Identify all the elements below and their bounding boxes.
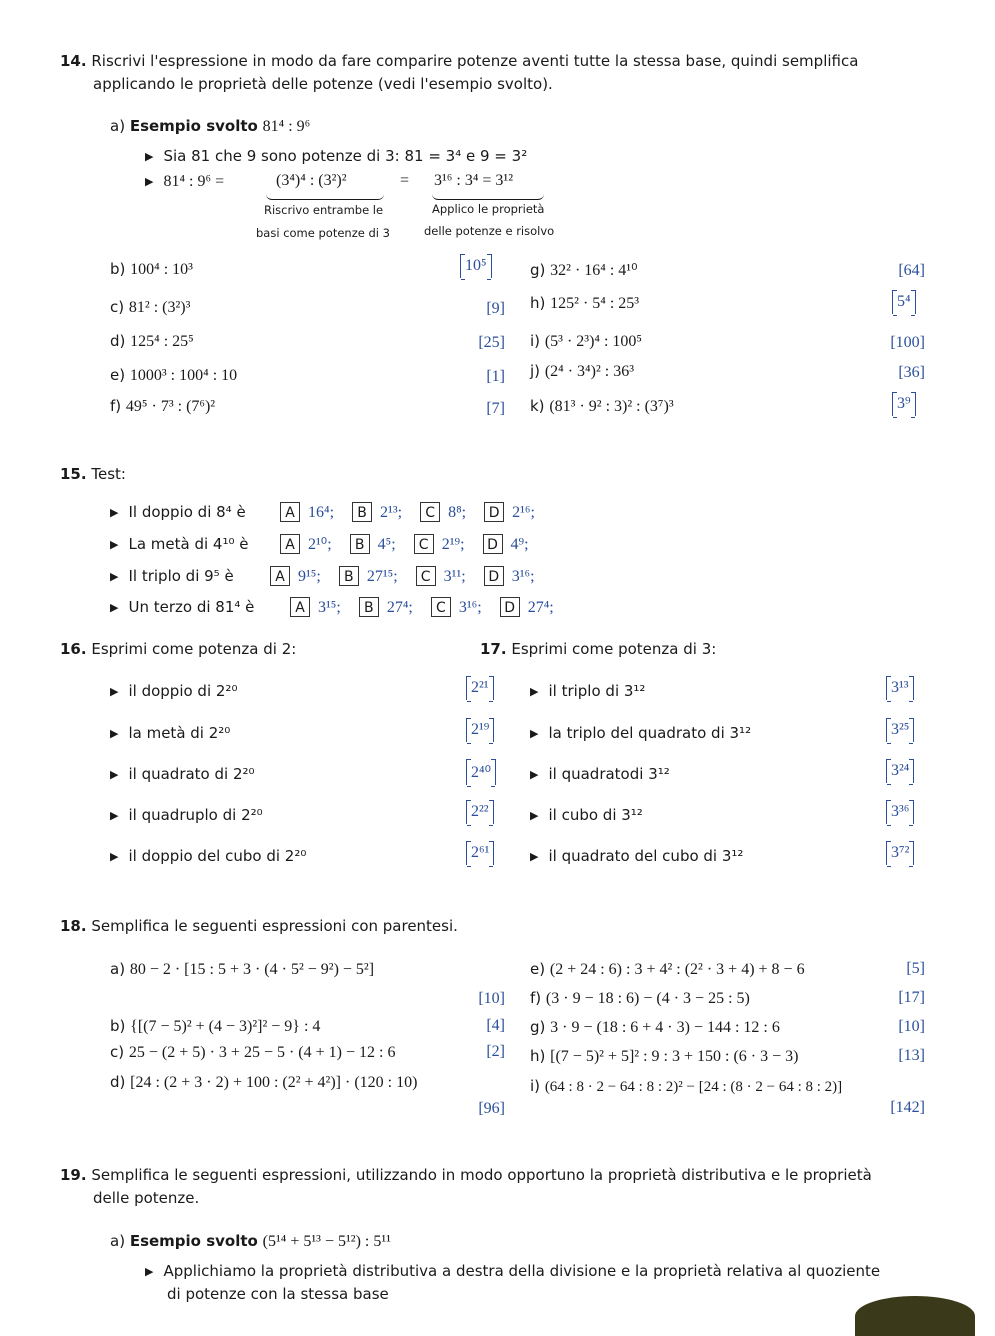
ex19-bullet-line1: ▶ Applichiamo la proprietà distributiva a destra della divisione e la proprietà relativa al quoziente — [145, 1262, 880, 1280]
item-expr: [(7 − 5)² + 5]² : 9 : 3 + 150 : (6 · 3 − 3) — [550, 1048, 799, 1065]
option-value: 2¹⁶; — [512, 504, 535, 521]
ex18-number: 18. — [60, 917, 87, 935]
item-answer: 3³⁶ — [886, 800, 914, 824]
item-expr: {[(7 − 5)² + (4 − 3)²]² − 9} : 4 — [130, 1018, 321, 1035]
option-d-checkbox[interactable]: D — [484, 502, 504, 522]
item-answer: 10⁵ — [460, 254, 492, 278]
ex17-title: Esprimi come potenza di 3: — [511, 640, 717, 658]
list-item: ▶ il doppio del cubo di 2²⁰ — [110, 847, 306, 865]
option-a-checkbox[interactable]: A — [280, 502, 300, 522]
ex16-title: Esprimi come potenza di 2: — [91, 640, 297, 658]
list-item — [110, 260, 193, 279]
test-row — [110, 534, 547, 554]
item-answer: 3²⁴ — [886, 759, 914, 783]
ex14-note-left-2: basi come potenze di 3 — [256, 226, 390, 240]
item-answer: [5] — [906, 960, 925, 977]
item-label: h) — [530, 1047, 546, 1065]
item-expr: (2⁴ · 3⁴)² : 36³ — [544, 363, 634, 380]
ex19-header — [60, 1166, 872, 1184]
item-answer: 3⁹ — [892, 392, 916, 416]
item-answer: [100] — [890, 334, 925, 351]
list-item: ▶ la metà di 2²⁰ — [110, 724, 230, 742]
item-answer: [64] — [898, 262, 925, 279]
list-item — [530, 1018, 780, 1037]
item-expr: 32² · 16⁴ : 4¹⁰ — [550, 262, 638, 279]
ex14-a-title: Esempio svolto — [129, 117, 258, 135]
underbrace-right — [432, 193, 544, 200]
ex15-number: 15. — [60, 465, 87, 483]
list-item — [110, 1073, 417, 1092]
option-d-checkbox[interactable]: D — [500, 597, 520, 617]
list-item — [530, 1047, 798, 1066]
item-answer: [1] — [486, 368, 505, 385]
answer-bracket — [466, 800, 494, 824]
option-d-checkbox[interactable]: D — [484, 566, 504, 586]
item-label: h) — [530, 294, 546, 312]
ex19-number: 19. — [60, 1166, 87, 1184]
item-answer: [10] — [898, 1018, 925, 1035]
item-label: e) — [530, 960, 546, 978]
option-value: 3¹⁶; — [511, 568, 535, 585]
ex14-number: 14. — [60, 52, 87, 70]
list-item: ▶ il cubo di 3¹² — [530, 806, 643, 824]
ex19-a-label: a) — [110, 1232, 126, 1250]
ex19-a-title: Esempio svolto — [129, 1232, 258, 1250]
ex19-bullet-line2: di potenze con la stessa base — [167, 1285, 389, 1303]
list-item — [530, 332, 642, 351]
option-c-checkbox[interactable]: C — [431, 597, 451, 617]
item-label: g) — [530, 261, 546, 279]
ex19-a-heading — [110, 1232, 391, 1251]
ex14-bullet1: ▶ Sia 81 che 9 sono potenze di 3: 81 = 3⁴ e 9 = 3² — [145, 147, 527, 165]
list-item: ▶ la triplo del quadrato di 3¹² — [530, 724, 751, 742]
ex19-text-line1: Semplifica le seguenti espressioni, utilizzando in modo opportuno la proprietà distributiva e le proprietà — [91, 1166, 872, 1184]
option-c-checkbox[interactable]: C — [414, 534, 434, 554]
answer-bracket — [466, 759, 496, 785]
ex17-number: 17. — [480, 640, 507, 658]
test-row — [110, 502, 553, 522]
list-item — [110, 1017, 320, 1036]
item-expr: (81³ · 9² : 3)² : (3⁷)³ — [549, 398, 674, 415]
item-expr: [24 : (2 + 3 · 2) + 100 : (2² + 4²)] · (120 : 10) — [130, 1074, 418, 1091]
item-label: i) — [530, 332, 541, 350]
item-label: k) — [530, 397, 545, 415]
ex14-bullet2-eq: = — [400, 172, 410, 189]
item-expr: (5³ · 2³)⁴ : 100⁵ — [544, 333, 642, 350]
item-answer: [17] — [898, 989, 925, 1006]
answer-bracket — [886, 800, 914, 824]
answer-bracket — [892, 290, 916, 314]
test-question: ▶ Il doppio di 8⁴ è — [110, 503, 280, 521]
answer-bracket — [466, 718, 494, 742]
item-answer: 2⁶¹ — [466, 841, 494, 865]
item-expr: 1000³ : 100⁴ : 10 — [129, 367, 238, 384]
ex14-note-left-1: Riscrivo entrambe le — [264, 203, 384, 217]
test-question: ▶ La metà di 4¹⁰ è — [110, 535, 280, 553]
list-item — [110, 960, 374, 979]
option-value: 3¹¹; — [443, 568, 466, 585]
option-b-checkbox[interactable]: B — [339, 566, 359, 586]
item-answer: 5⁴ — [892, 290, 916, 314]
option-value: 4⁵; — [377, 536, 396, 553]
item-answer: 2¹⁹ — [466, 718, 494, 742]
item-answer: [142] — [890, 1099, 925, 1116]
option-b-checkbox[interactable]: B — [350, 534, 370, 554]
item-answer: 3²⁵ — [886, 718, 914, 742]
list-item — [530, 294, 639, 313]
test-question: ▶ Un terzo di 81⁴ è — [110, 598, 290, 616]
item-answer: [2] — [486, 1043, 505, 1060]
answer-bracket — [886, 759, 914, 783]
item-answer: 3⁷² — [886, 841, 914, 865]
option-c-checkbox[interactable]: C — [420, 502, 440, 522]
ex16-header — [60, 640, 296, 658]
ex19-text-line2: delle potenze. — [93, 1189, 200, 1207]
item-answer: [13] — [898, 1047, 925, 1064]
ex14-text-line2: applicando le proprietà delle potenze (vedi l'esempio svolto). — [93, 75, 553, 93]
ex14-header — [60, 52, 858, 70]
item-answer: [4] — [486, 1017, 505, 1034]
answer-bracket — [886, 718, 914, 742]
item-label: d) — [110, 332, 126, 350]
option-value: 27⁴; — [386, 599, 413, 616]
item-answer: [7] — [486, 400, 505, 417]
list-item: ▶ il triplo di 3¹² — [530, 682, 645, 700]
option-value: 2¹³; — [380, 504, 403, 521]
ex15-header — [60, 465, 126, 483]
ex17-header — [480, 640, 716, 658]
item-label: d) — [110, 1073, 126, 1091]
ex14-a-label: a) — [110, 117, 126, 135]
option-a-checkbox[interactable]: A — [280, 534, 300, 554]
item-label: c) — [110, 298, 125, 316]
option-b-checkbox[interactable]: B — [352, 502, 372, 522]
ex14-a-expr: 81⁴ : 9⁶ — [262, 118, 311, 135]
option-value: 4⁹; — [510, 536, 529, 553]
item-label: b) — [110, 260, 126, 278]
item-label: b) — [110, 1017, 126, 1035]
answer-bracket — [886, 676, 914, 700]
option-value: 8⁸; — [448, 504, 467, 521]
list-item — [110, 366, 237, 385]
option-value: 2¹⁹; — [441, 536, 465, 553]
item-label: c) — [110, 1043, 125, 1061]
item-label: i) — [530, 1077, 541, 1095]
item-answer: [10] — [478, 990, 505, 1007]
list-item — [110, 298, 190, 317]
underbrace-left — [266, 193, 384, 200]
list-item: ▶ il quadrato del cubo di 3¹² — [530, 847, 743, 865]
ex14-note-right-1: Applico le proprietà — [432, 202, 545, 216]
ex14-note-right-2: delle potenze e risolvo — [424, 224, 555, 238]
ex14-a-heading — [110, 117, 310, 136]
item-answer: [9] — [486, 300, 505, 317]
list-item — [530, 260, 638, 280]
list-item — [110, 1043, 395, 1062]
option-a-checkbox[interactable]: A — [270, 566, 290, 586]
item-expr: 125² · 5⁴ : 25³ — [550, 295, 640, 312]
ex14-text-line1: Riscrivi l'espressione in modo da fare comparire potenze aventi tutte la stessa base, quindi semplifica — [91, 52, 859, 70]
answer-bracket — [466, 676, 494, 700]
item-expr: 3 · 9 − (18 : 6 + 4 · 3) − 144 : 12 : 6 — [550, 1019, 780, 1036]
list-item: ▶ il quadratodi 3¹² — [530, 765, 670, 783]
list-item — [530, 989, 750, 1008]
item-answer: [36] — [898, 364, 925, 381]
page-corner-decoration — [855, 1296, 975, 1336]
option-value: 27¹⁵; — [366, 568, 398, 585]
item-label: f) — [110, 397, 122, 415]
list-item: ▶ il quadrato di 2²⁰ — [110, 765, 255, 783]
item-answer: 3¹³ — [886, 676, 914, 700]
option-value: 9¹⁵; — [298, 568, 321, 585]
list-item: ▶ il quadruplo di 2²⁰ — [110, 806, 263, 824]
ex18-header — [60, 917, 458, 935]
item-answer: 2⁴⁰ — [466, 759, 496, 785]
option-value: 16⁴; — [308, 504, 335, 521]
ex18-title: Semplifica le seguenti espressioni con parentesi. — [91, 917, 458, 935]
item-label: e) — [110, 366, 126, 384]
test-row — [110, 566, 553, 586]
list-item — [530, 960, 805, 979]
list-item — [530, 1077, 842, 1096]
item-expr: (2 + 24 : 6) : 3 + 4² : (2² · 3 + 4) + 8 − 6 — [549, 961, 805, 978]
list-item — [110, 332, 194, 351]
item-expr: (3 · 9 − 18 : 6) − (4 · 3 − 25 : 5) — [545, 990, 750, 1007]
option-b-checkbox[interactable]: B — [359, 597, 379, 617]
item-expr: 100⁴ : 10³ — [130, 261, 193, 278]
option-value: 3¹⁵; — [318, 599, 341, 616]
answer-bracket — [460, 254, 492, 278]
item-label: f) — [530, 989, 542, 1007]
item-label: a) — [110, 960, 126, 978]
ex14-bullet2-left: ▶ 81⁴ : 9⁶ = — [145, 173, 224, 191]
answer-bracket — [466, 841, 494, 865]
ex14-bullet2-mid: (3⁴)⁴ : (3²)² — [276, 172, 347, 189]
answer-bracket — [892, 392, 916, 416]
item-answer: [96] — [478, 1100, 505, 1117]
item-expr: 49⁵ · 7³ : (7⁶)² — [125, 398, 216, 415]
item-label: j) — [530, 362, 541, 380]
ex15-title: Test: — [91, 465, 126, 483]
list-item — [530, 362, 634, 381]
list-item: ▶ il doppio di 2²⁰ — [110, 682, 237, 700]
option-d-checkbox[interactable]: D — [483, 534, 503, 554]
option-value: 27⁴; — [527, 599, 554, 616]
ex16-number: 16. — [60, 640, 87, 658]
item-answer: 2²² — [466, 800, 494, 824]
answer-bracket — [886, 841, 914, 865]
option-value: 2¹⁰; — [308, 536, 332, 553]
item-label: g) — [530, 1018, 546, 1036]
test-row — [110, 597, 572, 617]
list-item — [530, 397, 674, 416]
item-expr: 81² : (3²)³ — [128, 299, 191, 316]
ex19-a-expr: (5¹⁴ + 5¹³ − 5¹²) : 5¹¹ — [262, 1233, 391, 1250]
item-answer: [25] — [478, 334, 505, 351]
item-expr: 80 − 2 · [15 : 5 + 3 · (4 · 5² − 9²) − 5²] — [129, 961, 375, 978]
option-a-checkbox[interactable]: A — [290, 597, 310, 617]
item-expr: 125⁴ : 25⁵ — [130, 333, 194, 350]
list-item — [110, 397, 215, 416]
item-answer: 2²¹ — [466, 676, 494, 700]
item-expr: (64 : 8 · 2 − 64 : 8 : 2)² − [24 : (8 · 2 − 64 : 8 : 2)] — [544, 1079, 843, 1095]
ex14-bullet2-right: 3¹⁶ : 3⁴ = 3¹² — [434, 172, 514, 189]
item-expr: 25 − (2 + 5) · 3 + 25 − 5 · (4 + 1) − 12 : 6 — [128, 1044, 396, 1061]
test-question: ▶ Il triplo di 9⁵ è — [110, 567, 270, 585]
option-c-checkbox[interactable]: C — [416, 566, 436, 586]
option-value: 3¹⁶; — [458, 599, 482, 616]
